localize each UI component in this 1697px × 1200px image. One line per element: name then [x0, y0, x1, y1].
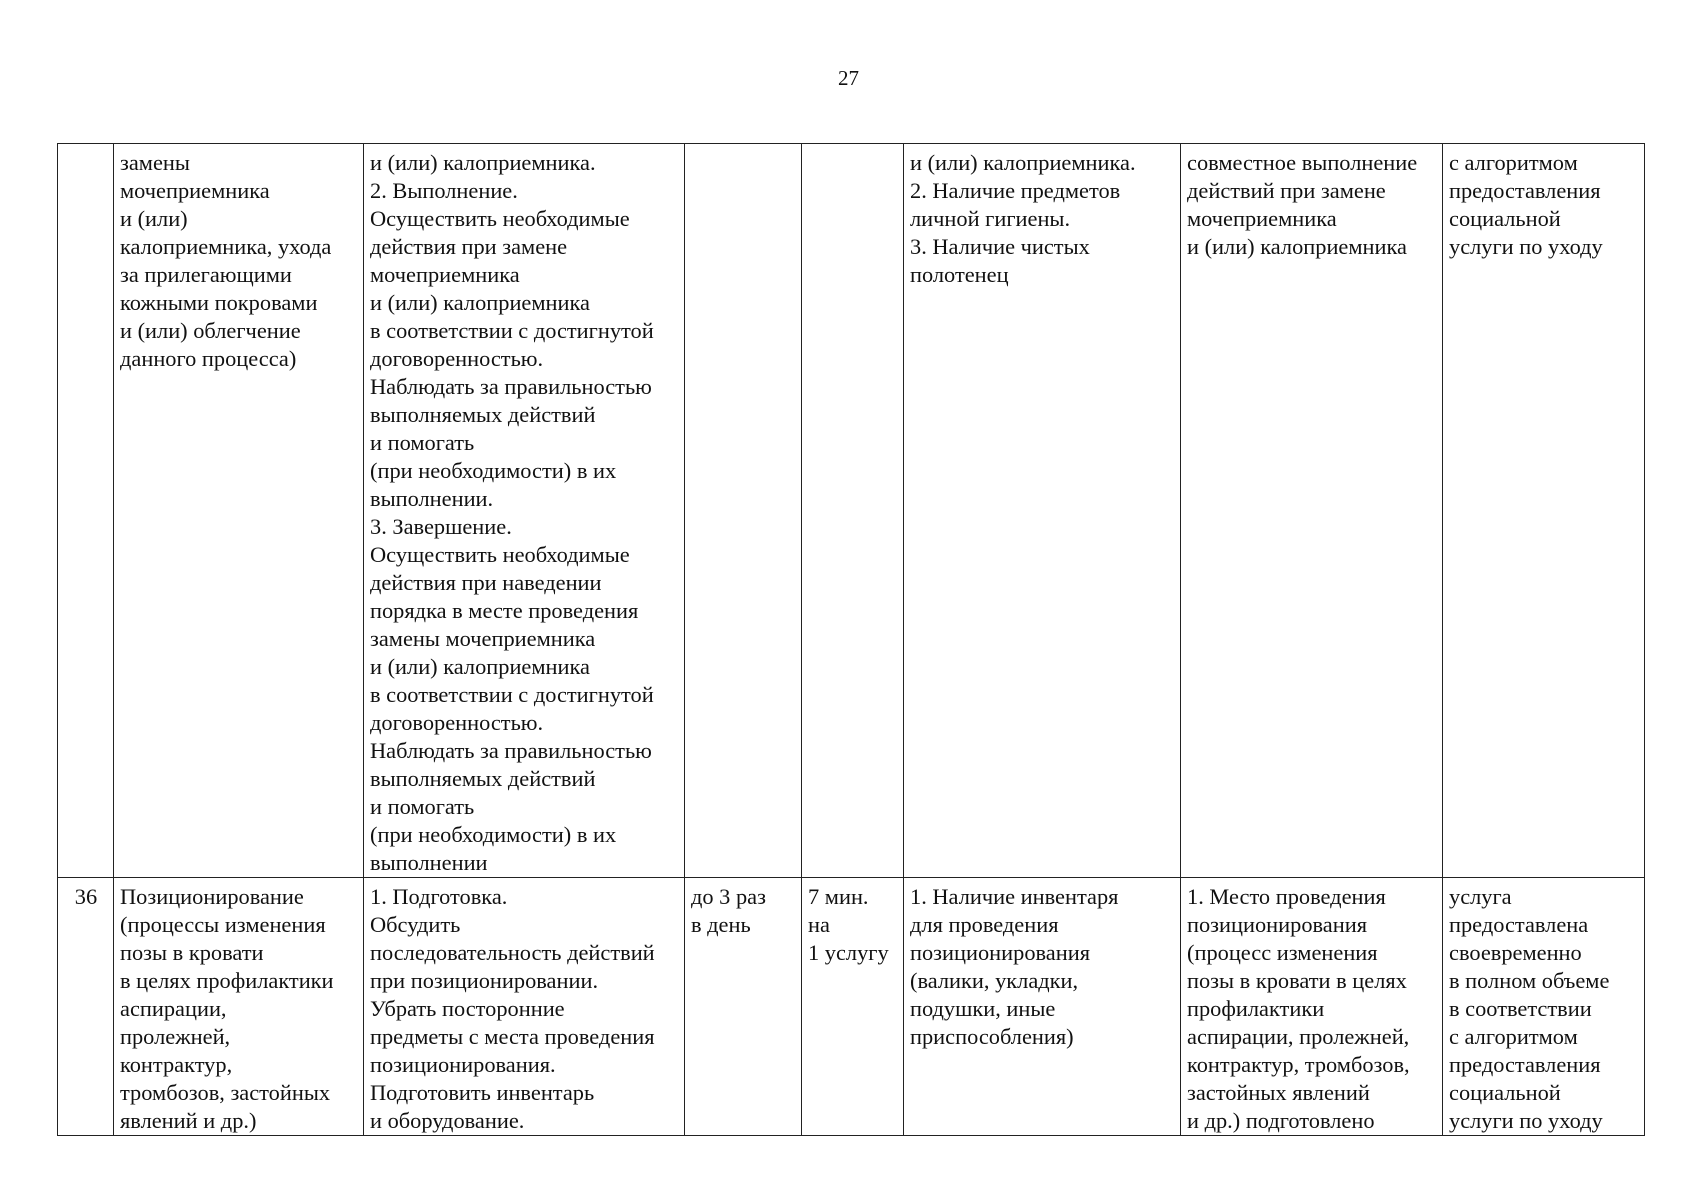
page-number: 27 [838, 66, 859, 90]
cell-procedure: и (или) калоприемника. 2. Выполнение. Осуществить необходимые действия при замене мочеприемника и (или) калоприемника в соответствии с достигнутой договоренностью. Наблюдать за правильностью выполняемых действий и помогать (при необходимости) в их выполнении. 3. Завершение. Осуществить необходимые действия при наведении порядка в месте проведения замены мочеприемника и (или) калоприемника в соответствии с достигнутой договоренностью. Наблюдать за правильностью выполняемых действий и помогать (при необходимости) в их выполнении [364, 144, 685, 878]
cell-procedure: 1. Подготовка. Обсудить последовательность действий при позиционировании. Убрать посторонние предметы с места проведения позиционирования. Подготовить инвентарь и оборудование. [364, 878, 685, 1136]
cell-frequency [685, 144, 802, 878]
cell-result: 1. Место проведения позиционирования (процесс изменения позы в кровати в целях профилактики аспирации, пролежней, контрактур, тромбозов, застойных явлений и др.) подготовлено [1181, 878, 1443, 1136]
cell-conditions: и (или) калоприемника. 2. Наличие предметов личной гигиены. 3. Наличие чистых полотенец [904, 144, 1181, 878]
cell-time: 7 мин. на 1 услугу [802, 878, 904, 1136]
cell-quality: услуга предоставлена своевременно в полном объеме в соответствии с алгоритмом предоставления социальной услуги по уходу [1443, 878, 1645, 1136]
cell-number: 36 [58, 878, 114, 1136]
services-table [57, 143, 1645, 1136]
table-row [58, 878, 1645, 1136]
cell-conditions: 1. Наличие инвентаря для проведения позиционирования (валики, укладки, подушки, иные приспособления) [904, 878, 1181, 1136]
cell-result: совместное выполнение действий при замене мочеприемника и (или) калоприемника [1181, 144, 1443, 878]
cell-number [58, 144, 114, 878]
table-row [58, 144, 1645, 878]
cell-quality: с алгоритмом предоставления социальной услуги по уходу [1443, 144, 1645, 878]
cell-time [802, 144, 904, 878]
cell-frequency: до 3 раз в день [685, 878, 802, 1136]
cell-service-name: замены мочеприемника и (или) калоприемника, ухода за прилегающими кожными покровами и (или) облегчение данного процесса) [114, 144, 364, 878]
cell-service-name: Позиционирование (процессы изменения позы в кровати в целях профилактики аспирации, пролежней, контрактур, тромбозов, застойных явлений и др.) [114, 878, 364, 1136]
